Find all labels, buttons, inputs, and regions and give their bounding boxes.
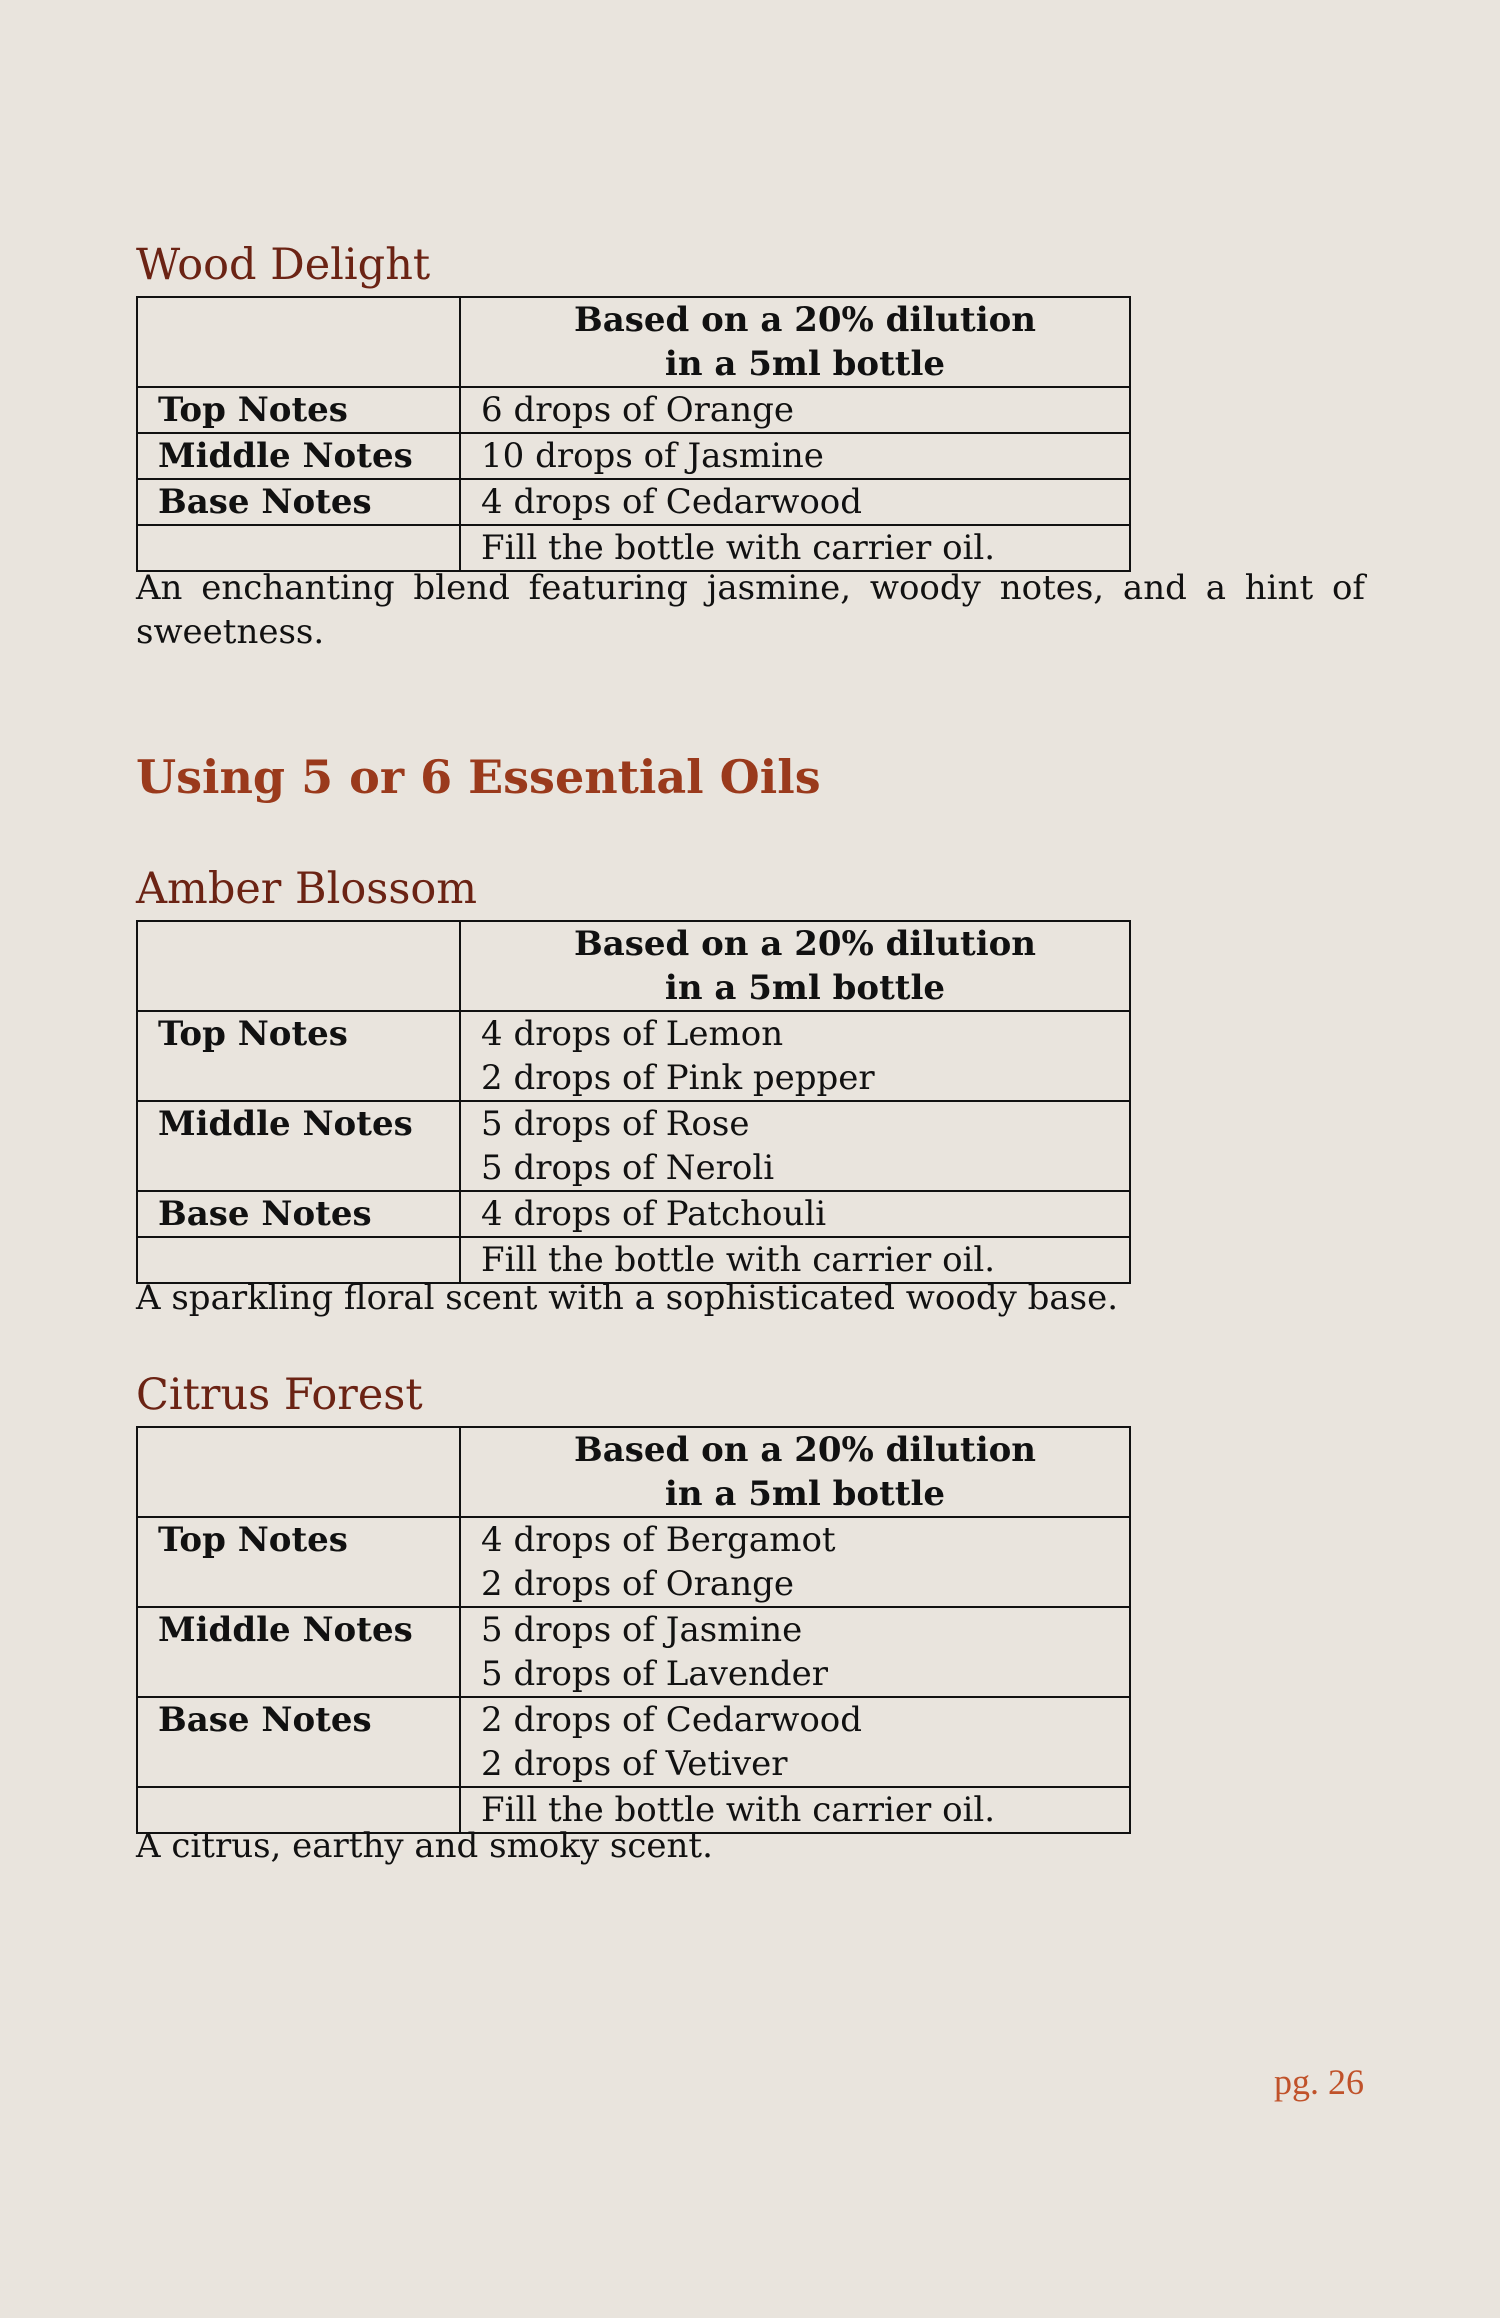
ingredient-line: 4 drops of Lemon bbox=[481, 1014, 784, 1054]
top-notes-label: Top Notes bbox=[137, 387, 460, 433]
recipe-description: An enchanting blend featuring jasmine, woody notes, and a hint of sweetness. bbox=[136, 568, 1365, 652]
base-notes-label: Base Notes bbox=[137, 1191, 460, 1237]
middle-notes-value bbox=[460, 1101, 1130, 1191]
fill-instruction: Fill the bottle with carrier oil. bbox=[460, 1787, 1130, 1833]
top-notes-value bbox=[460, 1011, 1130, 1101]
top-notes-label: Top Notes bbox=[137, 1517, 460, 1607]
header-line: Based on a 20% dilution bbox=[573, 924, 1037, 964]
top-notes-label: Top Notes bbox=[137, 1011, 460, 1101]
dilution-header bbox=[460, 297, 1130, 387]
table-header-row bbox=[137, 297, 1130, 387]
fill-instruction: Fill the bottle with carrier oil. bbox=[460, 525, 1130, 571]
dilution-header bbox=[460, 921, 1130, 1011]
ingredient-line: 10 drops of Jasmine bbox=[481, 436, 824, 476]
recipe-table bbox=[136, 296, 1131, 572]
recipe-title: Wood Delight bbox=[136, 240, 431, 290]
header-line: Based on a 20% dilution bbox=[573, 300, 1037, 340]
recipe-description: A sparkling floral scent with a sophisticated woody base. bbox=[136, 1278, 1119, 1318]
table-row bbox=[137, 1191, 1130, 1237]
table-header-row bbox=[137, 1427, 1130, 1517]
middle-notes-label: Middle Notes bbox=[137, 1607, 460, 1697]
page-number: pg. 26 bbox=[1274, 2062, 1364, 2102]
base-notes-value bbox=[460, 1191, 1130, 1237]
empty-cell bbox=[137, 525, 460, 571]
ingredient-line: 2 drops of Orange bbox=[481, 1564, 794, 1604]
middle-notes-label: Middle Notes bbox=[137, 1101, 460, 1191]
recipe-title: Citrus Forest bbox=[136, 1370, 423, 1420]
table-row bbox=[137, 1517, 1130, 1607]
middle-notes-value bbox=[460, 433, 1130, 479]
ingredient-line: 2 drops of Vetiver bbox=[481, 1744, 788, 1784]
recipe-title: Amber Blossom bbox=[136, 864, 478, 914]
middle-notes-value bbox=[460, 1607, 1130, 1697]
table-header-row bbox=[137, 921, 1130, 1011]
base-notes-label: Base Notes bbox=[137, 479, 460, 525]
recipe-description: A citrus, earthy and smoky scent. bbox=[136, 1826, 713, 1866]
table-row bbox=[137, 479, 1130, 525]
ingredient-line: 4 drops of Cedarwood bbox=[481, 482, 863, 522]
table-row bbox=[137, 1101, 1130, 1191]
ingredient-line: 5 drops of Neroli bbox=[481, 1148, 775, 1188]
table-row bbox=[137, 433, 1130, 479]
header-line: Based on a 20% dilution bbox=[573, 1430, 1037, 1470]
dilution-header bbox=[460, 1427, 1130, 1517]
header-line: in a 5ml bottle bbox=[664, 344, 946, 384]
top-notes-value bbox=[460, 1517, 1130, 1607]
fill-instruction: Fill the bottle with carrier oil. bbox=[460, 1237, 1130, 1283]
table-row bbox=[137, 1011, 1130, 1101]
table-row bbox=[137, 387, 1130, 433]
top-notes-value bbox=[460, 387, 1130, 433]
recipe-table bbox=[136, 920, 1131, 1284]
empty-cell bbox=[137, 297, 460, 387]
table-row bbox=[137, 1697, 1130, 1787]
header-line: in a 5ml bottle bbox=[664, 968, 946, 1008]
ingredient-line: 2 drops of Cedarwood bbox=[481, 1700, 863, 1740]
ingredient-line: 5 drops of Rose bbox=[481, 1104, 750, 1144]
ingredient-line: 2 drops of Pink pepper bbox=[481, 1058, 875, 1098]
table-row bbox=[137, 1607, 1130, 1697]
empty-cell bbox=[137, 1427, 460, 1517]
ingredient-line: 4 drops of Bergamot bbox=[481, 1520, 836, 1560]
base-notes-value bbox=[460, 479, 1130, 525]
empty-cell bbox=[137, 921, 460, 1011]
table-row bbox=[137, 525, 1130, 571]
section-heading: Using 5 or 6 Essential Oils bbox=[136, 750, 821, 804]
base-notes-label: Base Notes bbox=[137, 1697, 460, 1787]
middle-notes-label: Middle Notes bbox=[137, 433, 460, 479]
base-notes-value bbox=[460, 1697, 1130, 1787]
recipe-table bbox=[136, 1426, 1131, 1834]
header-line: in a 5ml bottle bbox=[664, 1474, 946, 1514]
ingredient-line: 4 drops of Patchouli bbox=[481, 1194, 827, 1234]
ingredient-line: 6 drops of Orange bbox=[481, 390, 794, 430]
ingredient-line: 5 drops of Lavender bbox=[481, 1654, 829, 1694]
ingredient-line: 5 drops of Jasmine bbox=[481, 1610, 803, 1650]
